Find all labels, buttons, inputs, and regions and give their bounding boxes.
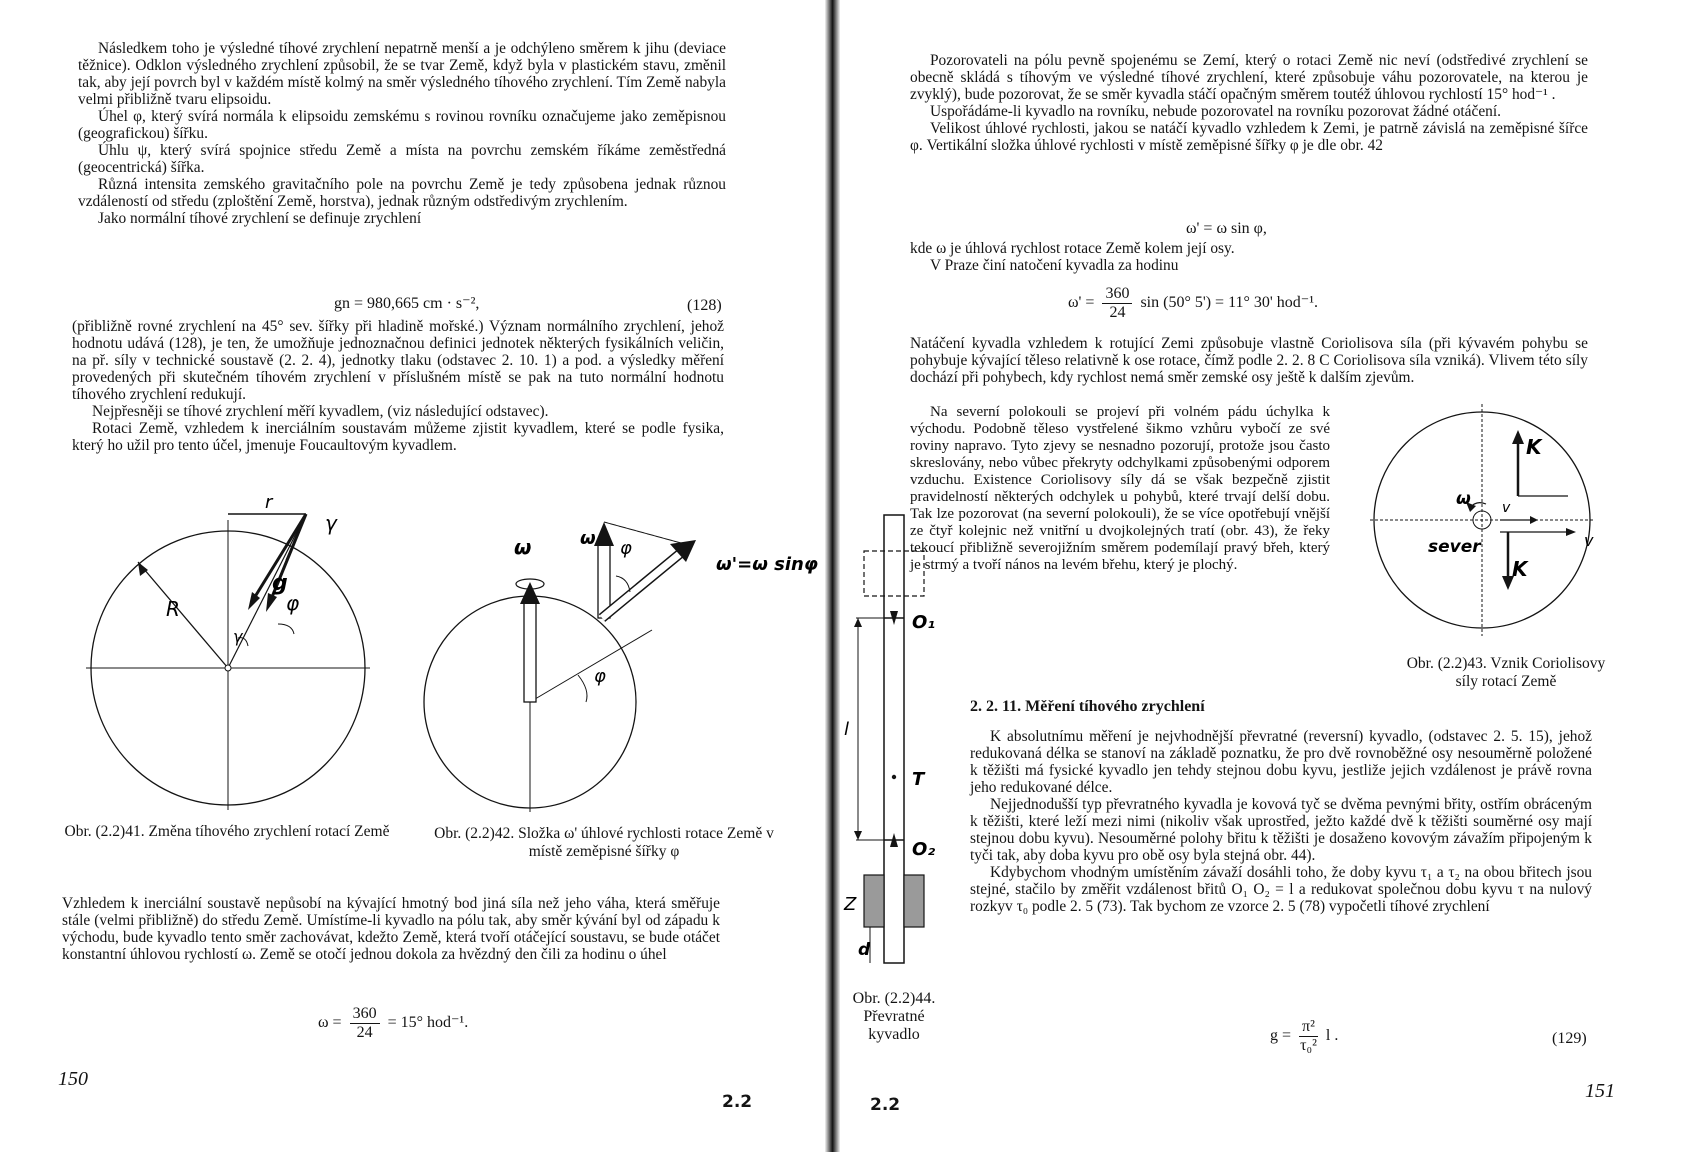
eq-lhs: g = [1270, 1027, 1292, 1045]
label-omega-top: ω [580, 528, 596, 549]
label-R: R [166, 597, 180, 621]
label-g: g [272, 571, 288, 596]
right-bottom-text [970, 728, 1592, 915]
left-page [0, 0, 825, 1152]
pendulum-rod [884, 515, 904, 963]
eq-rhs: sin (50° 5') = 11° 30' hod⁻¹. [1140, 294, 1318, 312]
eq-fraction [350, 1005, 380, 1042]
label-l: l [844, 719, 850, 740]
latitude-line [530, 630, 652, 702]
eq-denominator: τ₀² [1300, 1037, 1317, 1054]
equation-128: gn = 980,665 cm · s⁻², [334, 295, 480, 312]
arrow-glyph [138, 562, 148, 576]
angle-arc [278, 624, 294, 634]
right-page [840, 0, 1683, 1152]
right-north-text [910, 404, 1330, 574]
label-d: d [858, 940, 871, 960]
left-mid-text [72, 318, 724, 454]
radius-R-arrow [138, 562, 228, 668]
paragraph: Nejpřesněji se tíhové zrychlení měří kyvadlem, (viz následující odstavec). [92, 403, 549, 420]
eq-fraction [1102, 285, 1132, 322]
paragraph: Velikost úhlové rychlosti, jakou se natáčí kyvadlo vzhledem k Zemi, je patrně závislá na zeměpisné šířce φ. Vertikální složka úhlové rychlosti v místě zeměpisné šířky φ je dle obr. 42 [910, 120, 1588, 154]
label-O2: O₂ [912, 839, 936, 860]
paragraph: kde ω je úhlová rychlost rotace Země kolem její osy. [910, 240, 1235, 257]
eq-rhs: l . [1325, 1027, 1339, 1045]
equation-number: (128) [687, 297, 722, 314]
paragraph: Natáčení kyvadla vzhledem k rotující Zemi způsobuje vlastně Coriolisova síla (při kývavém pohybu se pohybuje kývající těleso relativně k ose rotace, čímž podle 2. 2. 8 C Coriolisova síla vzniká). Vlivem této síly dochází při pohybech, kdy rychlost nemá směr zemské osy ještě k dalším zjevům. [910, 335, 1588, 386]
left-bottom-text [62, 895, 720, 963]
eq-numerator: 360 [350, 1005, 380, 1024]
eq-fraction [1299, 1018, 1318, 1055]
equation-omega-prime: ω' = ω sin φ, [1186, 220, 1267, 237]
paragraph: Následkem toho je výsledné tíhové zrychlení nepatrně menší a je odchýleno směrem k jihu (deviace těžnice). Odklon výsledného zrychlení způsobil, že se tvar Země, když byla v plastickém stavu, změnil tak, aby její povrch byl v každém místě kolmý na směr výsledného tíhového zrychlení. Tím Země nabyla velmi přibližně tvaru elipsoidu. [78, 40, 726, 108]
section-mark: 2.2 [722, 1092, 753, 1112]
label-K-bottom: K [1512, 557, 1528, 581]
figure-41 [80, 492, 380, 820]
paragraph: Různá intensita zemského gravitačního pole na povrchu Země je tedy způsobena jednak různou vzdáleností od středu (zploštění Země, horstva), jednak různým odstředivým zrychlením. [78, 176, 726, 210]
paragraph: Úhel φ, který svírá normála k elipsoidu zemskému s rovinou rovníku označujeme jako zeměpisnou (geografickou) šířku. [78, 108, 726, 142]
figure-41-caption: Obr. (2.2)41. Změna tíhového zrychlení rotací Země [64, 823, 390, 840]
paragraph: Vzhledem k inerciální soustavě nepůsobí na kývající hmotný bod jiná síla než jeho váha, která směřuje stále (velmi přibližně) do středu Země. Umístíme-li kyvadlo na pólu tak, aby směr kývání byl od západu k východu, bude kyvadlo tento směr zachovávat, kdežto Země, která tvoří otáčející soustavu, se bude otáčet konstantní úhlovou rychlostí ω. Země se otočí jednou dokola za hvězdný den čili za hodinu o úhel [62, 895, 720, 963]
center-of-mass [892, 775, 896, 779]
label-T: T [912, 769, 925, 790]
paragraph: Jako normální tíhové zrychlení se definuje zrychlení [98, 210, 422, 227]
arrow-glyph [1566, 528, 1576, 536]
figure-42 [420, 512, 820, 812]
label-small-gamma: γ [233, 627, 243, 646]
figure-44 [840, 515, 950, 1020]
center-point [225, 665, 231, 671]
figure-44-caption: Obr. (2.2)44. Převratné kyvadlo [852, 990, 936, 1043]
eq-numerator: π² [1299, 1018, 1318, 1037]
angle-arc [578, 675, 587, 702]
equation-number: (129) [1552, 1030, 1587, 1047]
eq-denominator: 24 [356, 1024, 373, 1041]
eq-denominator: 24 [1109, 304, 1126, 321]
label-K-top: K [1526, 435, 1542, 459]
section-heading: 2. 2. 11. Měření tíhového zrychlení [970, 698, 1205, 715]
arrow-glyph [854, 618, 862, 627]
projection-line [604, 522, 692, 546]
label-omega-component: ω'=ω sinφ [716, 554, 818, 575]
figure-43-caption: Obr. (2.2)43. Vznik Coriolisovy síly rotací Země [1406, 655, 1606, 690]
equation-praha [1068, 285, 1318, 322]
page-number: 150 [58, 1068, 88, 1090]
label-omega: ω [514, 535, 532, 559]
label-Z: Z [844, 894, 857, 915]
angle-arc [616, 576, 630, 592]
paragraph: K absolutnímu měření je nejvhodnější převratné (reversní) kyvadlo, (odstavec 2. 5. 15), jehož redukovaná délka se stanoví na základě poznatku, že pro dvě rovnoběžné osy nesouměrně položené k těžišti má fysické kyvadlo jen tehdy stejnou dobu kyvu, jestliže jejich vzdálenost je právě rovna jeho redukované délce. [970, 728, 1592, 796]
paragraph: Kdybychom vhodným umístěním závaží dosáhli toho, že doby kyvu τ₁ a τ₂ na obou břitech jsou stejné, stačilo by změřit vzdálenost břitů O₁ O₂ = l a redukovat společnou dobu kyvu τ na nulový rozkyv τ₀ podle 2. 5 (73). Tak bychom ze vzorce 2. 5 (78) vypočetli tíhové zrychlení [970, 864, 1592, 915]
paragraph: Úhlu ψ, který svírá spojnice středu Země a místa na povrchu zemském říkáme zeměstředná (geocentrická) šířka. [78, 142, 726, 176]
label-sever: sever [1428, 537, 1481, 557]
label-phi-top: φ [620, 538, 632, 559]
eq-lhs: ω' = [1068, 294, 1095, 312]
left-top-text [78, 40, 726, 227]
figure-42-caption: Obr. (2.2)42. Složka ω' úhlové rychlosti rotace Země v místě zeměpisné šířky φ [434, 825, 774, 860]
label-r: r [265, 492, 273, 513]
weight-left [864, 875, 884, 927]
label-v-small: v [1502, 500, 1511, 516]
right-kde-text [910, 240, 1588, 274]
arrow-glyph [1512, 430, 1524, 444]
paragraph: Pozorovateli na pólu pevně spojenému se Zemí, který o rotaci Země nic neví (odstředivé zrychlení se obecně skládá s tíhovým ve výsledné tíhové zrychlení, které způsobuje váhu pozorovatele, na kterou je zvyklý), bude pozorovat, že se směr kyvadla stáčí opačným směrem toutéž úhlovou rychlostí 15° hod⁻¹ . [910, 52, 1588, 103]
book-gutter [825, 0, 840, 1152]
paragraph: Uspořádáme-li kyvadlo na rovníku, nebude pozorovatel na rovníku pozorovat žádné otáčení. [930, 103, 1501, 120]
arrow-glyph [1530, 516, 1538, 524]
eq-numerator: 360 [1102, 285, 1132, 304]
paragraph: Na severní polokouli se projeví při volném pádu úchylka k východu. Podobně těleso vystřelené šikmo vzhůru vybočí ze své roviny napravo. Tyto zjevy se nesnadno pozorují, protože jsou často skreslovány, nebo vůbec překryty odchylkami způsobenými odporem vzduchu. Existence Coriolisovy síly dá se však bezpečně zjistit pravidelností některých odchylek u pohybů, které trvají delší dobu. Tak lze pozorovat (na severní polokouli), že se více opotřebují vnější ze čtyř kolejnic než vnitřní u dvojkolejných tratí (obr. 43), že řeky tekoucí přibližně severojižním směrem podemílají pravý břeh, který je strmý a tvoří nános na levém břehu, který je plochý. [910, 404, 1330, 573]
figure-43 [1370, 404, 1610, 644]
label-omega: ω [1456, 489, 1471, 509]
paragraph: Rotaci Země, vzhledem k inerciálním soustavám můžeme zjistit kyvadlem, které se podle fysika, který ho užil pro tento účel, jmenuje Foucaultovým kyvadlem. [72, 420, 724, 454]
right-coriolis-text [910, 335, 1588, 386]
weight-right [904, 875, 924, 927]
label-O1: O₁ [912, 612, 936, 633]
right-top-text [910, 52, 1588, 154]
equation-129 [1270, 1018, 1338, 1055]
arrow-glyph [520, 582, 540, 604]
label-phi: φ [286, 591, 300, 615]
paragraph: (přibližně rovné zrychlení na 45° sev. šířky při hladině mořské.) Význam normálního zrychlení, jehož hodnotu udává (128), je ten, že umožňuje jednoznačnou definici jednotek některých fysikálních veličin, na př. síly v technické soustavě (2. 2. 4), jednotky tlaku (odstavec 2. 10. 1) a pod. a výsledky měření provedených při skutečném tíhovém zrychlení v příslušném místě se pak na tuto normální hodnotu tíhového zrychlení redukují. [72, 318, 724, 403]
eq-rhs: = 15° hod⁻¹. [387, 1014, 469, 1032]
equation-left [318, 1005, 468, 1042]
section-mark: 2.2 [870, 1095, 901, 1115]
omega-vector [524, 600, 536, 702]
label-phi: φ [594, 666, 606, 687]
arrow-glyph [594, 522, 614, 546]
page-number: 151 [1585, 1080, 1615, 1102]
label-v-right: v [1584, 531, 1594, 550]
paragraph: Nejjednodušší typ převratného kyvadla je kovová tyč se dvěma pevnými břity, ostřím obráceným k těžišti, které leží mezi nimi (nikoliv však uprostřed, ježto každé dvě k těžišti souměrné osy mají stejnou dobu kyvu). Nesouměrné polohy břitu k těžišti je dosaženo kovovým závažím připojeným k tyči tak, aby doba kyvu pro obě osy byla stejná obr. 44). [970, 796, 1592, 864]
arrow-glyph [854, 831, 862, 840]
paragraph: V Praze činí natočení kyvadla za hodinu [930, 257, 1179, 274]
eq-lhs: ω = [318, 1014, 342, 1032]
label-gamma: γ [325, 511, 337, 535]
